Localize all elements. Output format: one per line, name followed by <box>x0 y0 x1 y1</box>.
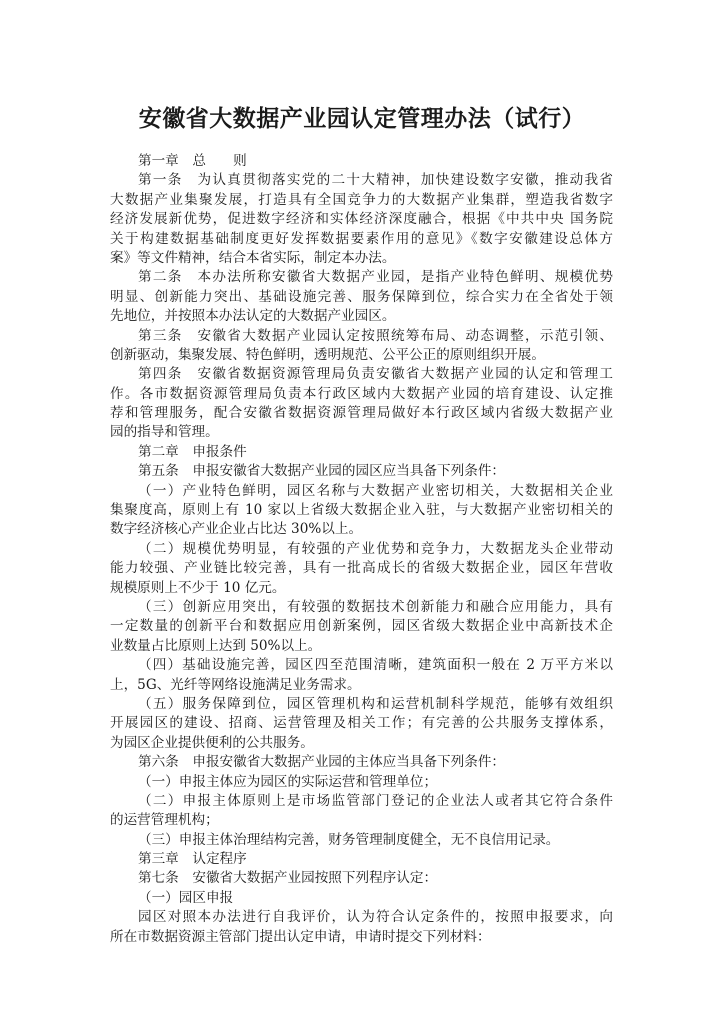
document-body <box>110 152 613 947</box>
text-line: 第七条 安徽省大数据产业园按照下列程序认定： <box>138 870 438 887</box>
text-line: 第二章 申报条件 <box>138 443 247 460</box>
document-title: 安徽省大数据产业园认定管理办法（试行） <box>138 106 586 132</box>
text-line: 第一章 总 则 <box>138 153 247 169</box>
text-line: 荐和管理服务，配合安徽省数据资源管理局做好本行政区域内省级大数据产业 <box>110 405 613 422</box>
text-line: 创新驱动，集聚发展、特色鲜明，透明规范、公平公正的原则组织开展。 <box>110 346 545 363</box>
text-line: 大数据产业集聚发展，打造具有全国竞争力的大数据产业集群，塑造我省数字 <box>110 191 613 208</box>
text-line: （一）园区申报 <box>138 889 234 906</box>
text-line: 第六条 申报安徽省大数据产业园的主体应当具备下列条件： <box>138 754 506 771</box>
text-line: 作。各市数据资源管理局负责本行政区域内大数据产业园的培育建设、认定推 <box>110 385 613 402</box>
text-line: 所在市数据资源主管部门提出认定申请，申请时提交下列材料： <box>110 928 491 945</box>
text-line: （二）规模优势明显，有较强的产业优势和竞争力，大数据龙头企业带动 <box>138 540 613 557</box>
text-line: 第一条 为认真贯彻落实党的二十大精神，加快建设数字安徽，推动我省 <box>138 172 613 189</box>
text-line: （二）申报主体原则上是市场监管部门登记的企业法人或者其它符合条件 <box>138 792 613 809</box>
text-line: 园区对照本办法进行自我评价，认为符合认定条件的，按照申报要求，向 <box>138 909 613 926</box>
text-line: 一定数量的创新平台和数据应用创新案例，园区省级大数据企业中高新技术企 <box>110 618 613 635</box>
text-line: 关于构建数据基础制度更好发挥数据要素作用的意见》《数字安徽建设总体方 <box>110 230 613 247</box>
text-line: 集聚度高，原则上有 10 家以上省级大数据企业入驻，与大数据产业密切相关的 <box>110 502 613 519</box>
text-line: 业数量占比原则上达到 50%以上。 <box>110 637 322 654</box>
text-line: 第三章 认定程序 <box>138 851 247 868</box>
text-line: 开展园区的建设、招商、运营管理及相关工作；有完善的公共服务支撑体系， <box>110 715 613 732</box>
text-line: 第四条 安徽省数据资源管理局负责安徽省大数据产业园的认定和管理工 <box>138 366 613 383</box>
text-line: （一）产业特色鲜明，园区名称与大数据产业密切相关，大数据相关企业 <box>138 482 613 499</box>
text-line: （三）申报主体治理结构完善，财务管理制度健全，无不良信用记录。 <box>138 831 560 848</box>
text-line: 为园区企业提供便利的公共服务。 <box>110 734 314 751</box>
text-line: 的运营管理机构； <box>110 812 219 829</box>
text-line: 第五条 申报安徽省大数据产业园的园区应当具备下列条件： <box>138 463 506 480</box>
text-line: （一）申报主体应为园区的实际运营和管理单位； <box>138 773 438 790</box>
text-line: 经济发展新优势，促进数字经济和实体经济深度融合，根据《中共中央 国务院 <box>110 211 613 228</box>
text-line: 上，5G、光纤等网络设施满足业务需求。 <box>110 676 361 693</box>
text-line: （五）服务保障到位，园区管理机构和运营机制科学规范，能够有效组织 <box>138 695 613 712</box>
text-line: 明显、创新能力突出、基础设施完善、服务保障到位，综合实力在全省处于领 <box>110 288 613 305</box>
text-line: 规模原则上不少于 10 亿元。 <box>110 579 286 596</box>
text-line: 能力较强、产业链比较完善，具有一批高成长的省级大数据企业，园区年营收 <box>110 560 613 577</box>
text-line: 园的指导和管理。 <box>110 424 219 441</box>
text-line: （四）基础设施完善，园区四至范围清晰，建筑面积一般在 2 万平方米以 <box>138 657 613 674</box>
text-line: （三）创新应用突出，有较强的数据技术创新能力和融合应用能力，具有 <box>138 598 613 615</box>
text-line: 数字经济核心产业企业占比达 30%以上。 <box>110 521 363 538</box>
text-line: 案》等文件精神，结合本省实际，制定本办法。 <box>110 249 396 266</box>
text-line: 第二条 本办法所称安徽省大数据产业园，是指产业特色鲜明、规模优势 <box>138 269 613 286</box>
text-line: 先地位，并按照本办法认定的大数据产业园区。 <box>110 308 396 325</box>
text-line: 第三条 安徽省大数据产业园认定按照统筹布局、动态调整，示范引领、 <box>138 327 613 344</box>
